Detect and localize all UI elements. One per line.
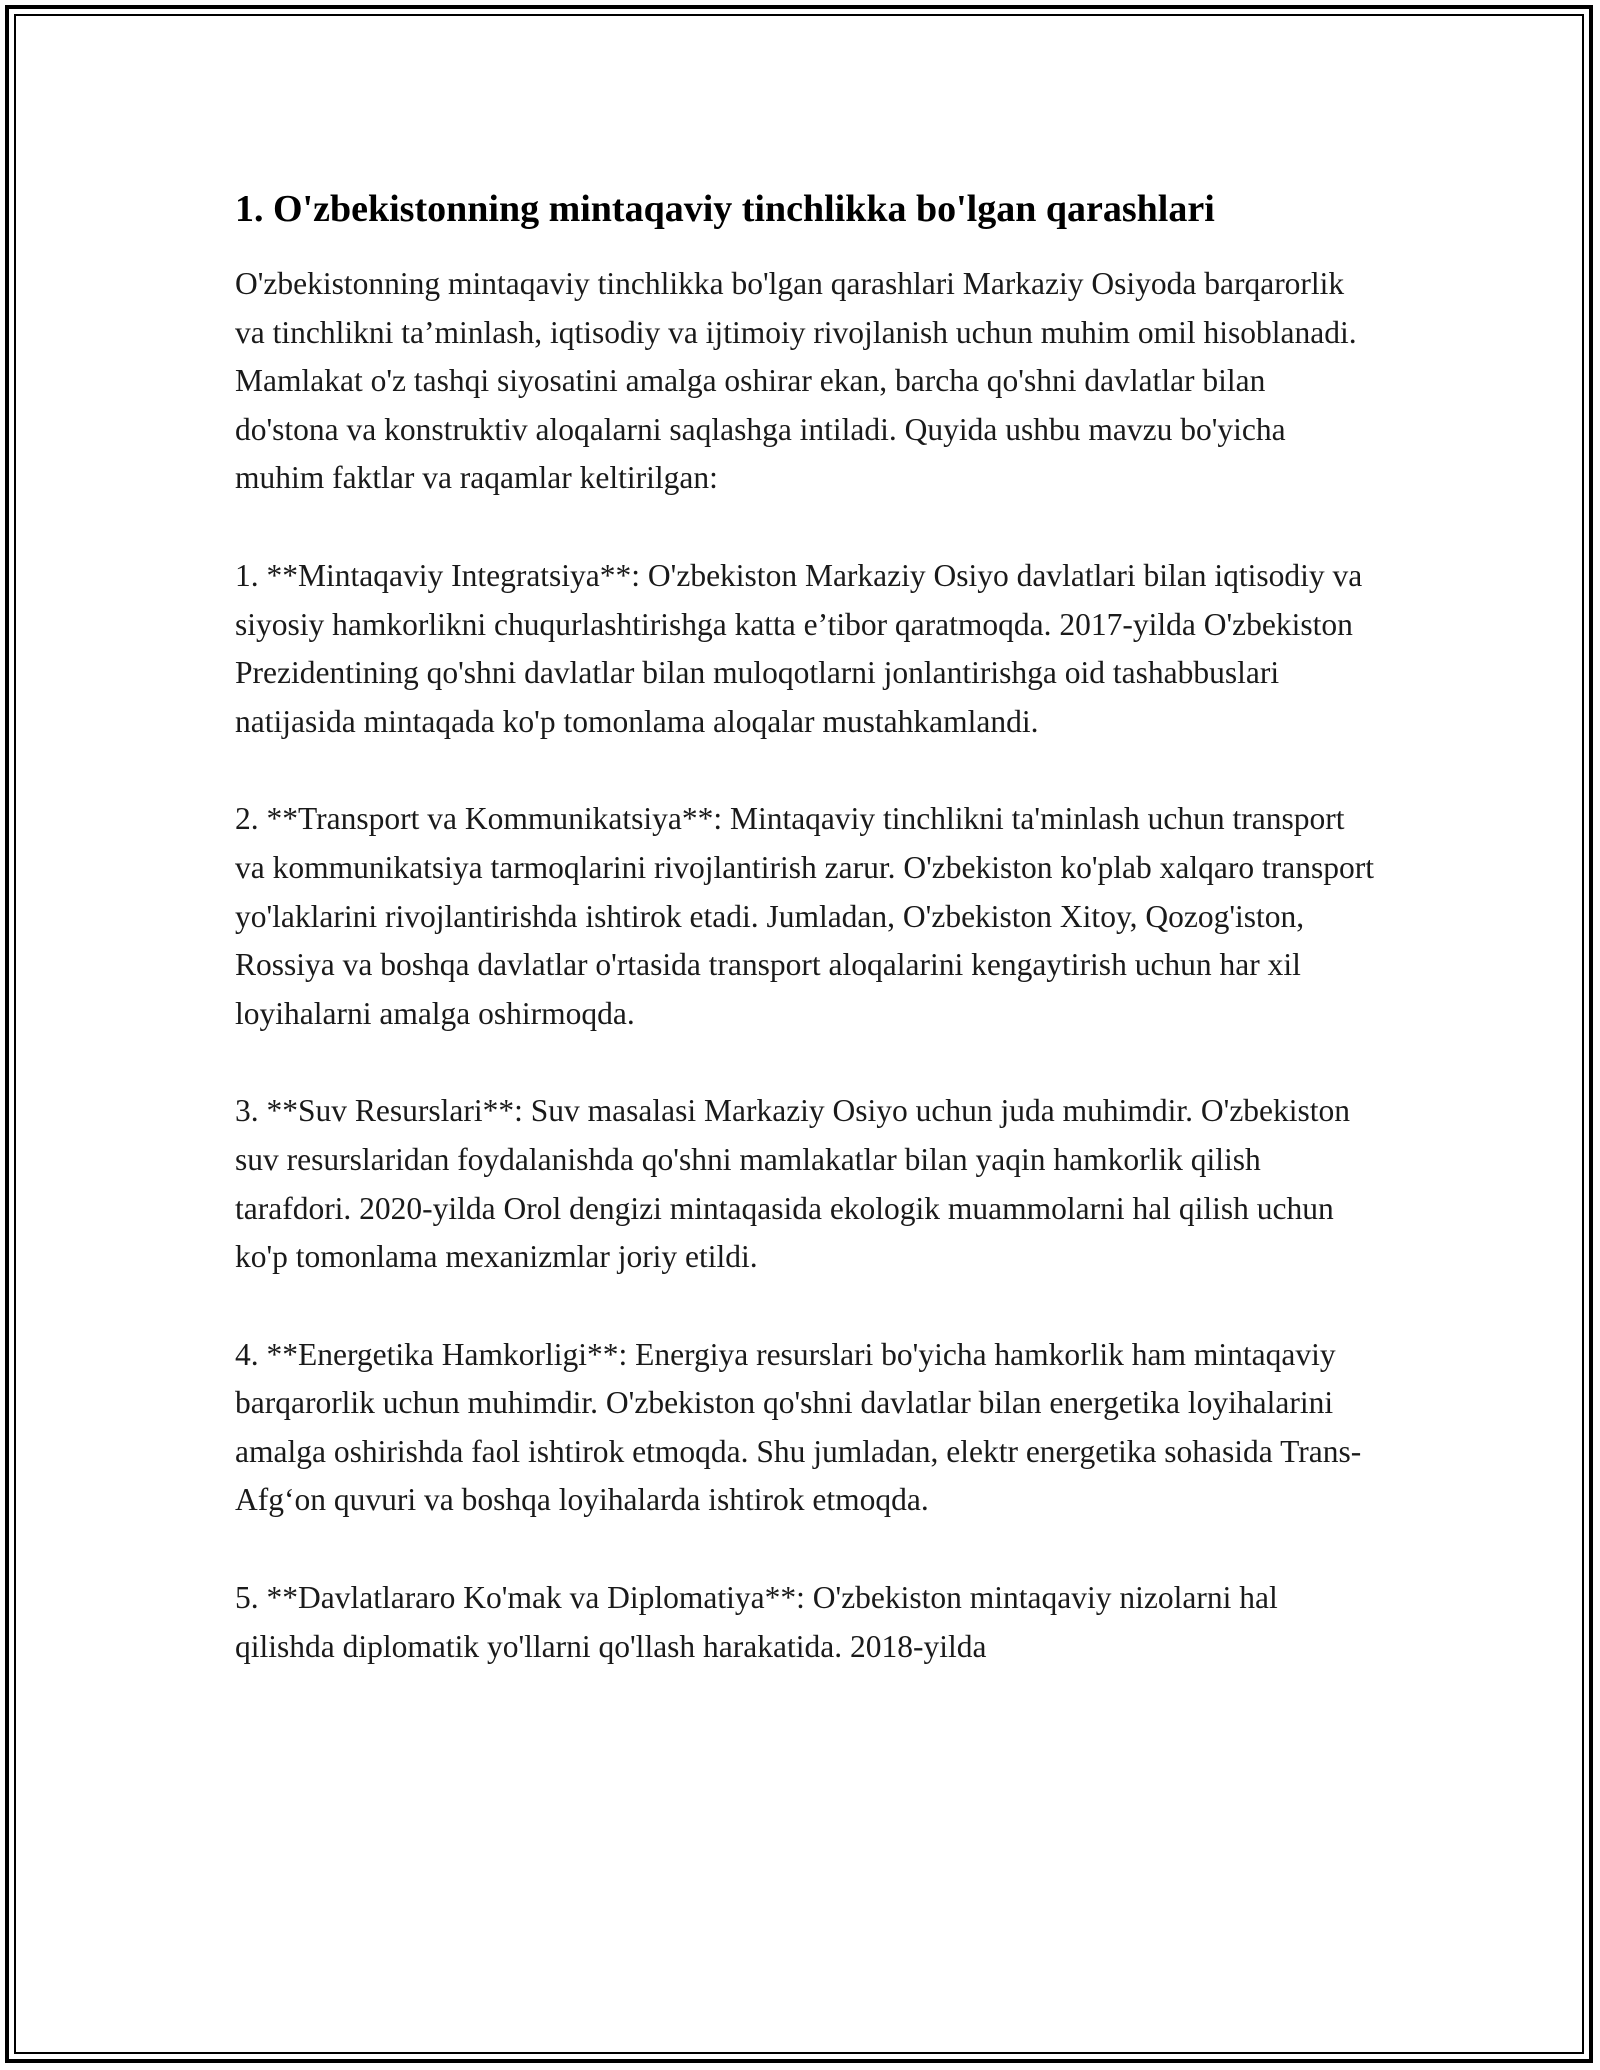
intro-paragraph: O'zbekistonning mintaqaviy tinchlikka bo'lgan qarashlari Markaziy Osiyoda barqarorlik va tinchlikni ta’minlash, iqtisodiy va ijtimoiy rivojlanish uchun muhim omil hisoblanadi. Mamlakat o'z tashqi siyosatini amalga oshirar ekan, barcha qo'shni davlatlar bilan do'stona va konstruktiv aloqalarni saqlashga intiladi. Quyida ushbu mavzu bo'yicha muhim faktlar va raqamlar keltirilgan: bbox=[235, 266, 1357, 496]
document-body bbox=[235, 184, 1375, 1720]
paragraph-transport: 2. **Transport va Kommunikatsiya**: Mintaqaviy tinchlikni ta'minlash uchun transport va kommunikatsiya tarmoqlarini rivojlantirish zarur. O'zbekiston ko'plab xalqaro transport yo'laklarini rivojlantirishda ishtirok etadi. Jumladan, O'zbekiston Xitoy, Qozog'iston, Rossiya va boshqa davlatlar o'rtasida transport aloqalarini kengaytirish uchun har xil loyihalarni amalga oshirmoqda. bbox=[235, 801, 1374, 1031]
paragraph-diplomacy: 5. **Davlatlararo Ko'mak va Diplomatiya**: O'zbekiston mintaqaviy nizolarni hal qilishda diplomatik yo'llarni qo'llash harakatida. 2018-yilda bbox=[235, 1580, 1278, 1664]
paragraph-energy: 4. **Energetika Hamkorligi**: Energiya resurslari bo'yicha hamkorlik ham mintaqaviy barqarorlik uchun muhimdir. O'zbekiston qo'shni davlatlar bilan energetika loyihalarini amalga oshirishda faol ishtirok etmoqda. Shu jumladan, elektr energetika sohasida Trans-Afg‘on quvuri va boshqa loyihalarda ishtirok etmoqda. bbox=[235, 1336, 1362, 1518]
paragraph-water-resources: 3. **Suv Resurslari**: Suv masalasi Markaziy Osiyo uchun juda muhimdir. O'zbekiston suv resurslaridan foydalanishda qo'shni mamlakatlar bilan yaqin hamkorlik qilish tarafdori. 2020-yilda Orol dengizi mintaqasida ekologik muammolarni hal qilish uchun ko'p tomonlama mexanizmlar joriy etildi. bbox=[235, 1093, 1351, 1275]
paragraph-regional-integration: 1. **Mintaqaviy Integratsiya**: O'zbekiston Markaziy Osiyo davlatlari bilan iqtisodiy va siyosiy hamkorlikni chuqurlashtirishga katta e’tibor qaratmoqda. 2017-yilda O'zbekiston Prezidentining qo'shni davlatlar bilan muloqotlarni jonlantirishga oid tashabbuslari natijasida mintaqada ko'p tomonlama aloqalar mustahkamlandi. bbox=[235, 557, 1363, 739]
section-heading: 1. O'zbekistonning mintaqaviy tinchlikka bo'lgan qarashlari bbox=[235, 188, 1215, 230]
